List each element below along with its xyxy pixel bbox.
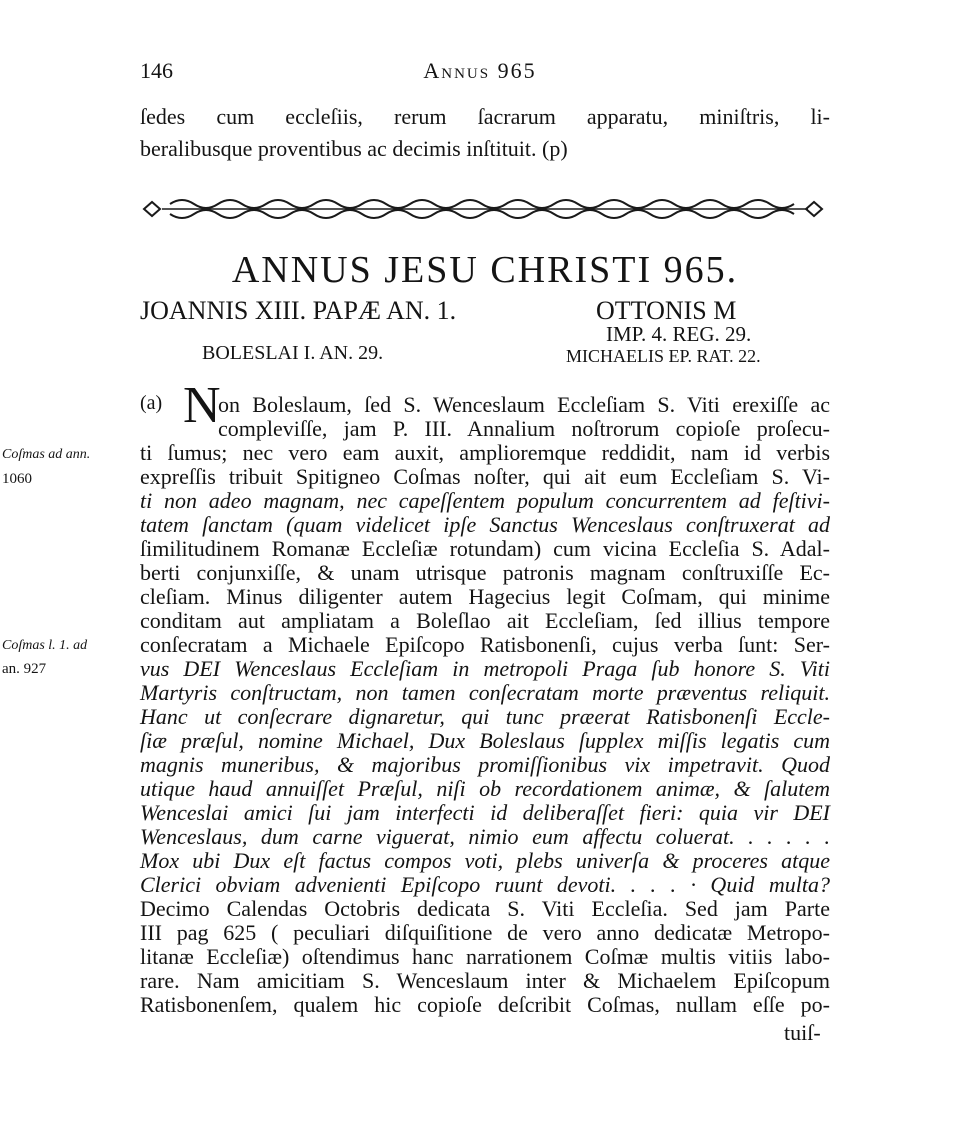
body-line-17: utique haud annuiſſet Præſul, niſi ob recordationem animæ, & ſalutem	[140, 776, 830, 801]
running-title: Annus 965	[423, 58, 537, 83]
body-line-7: ſimilitudinem Romanæ Eccleſiæ rotundam) cum vicina Eccleſia S. Adal-	[140, 536, 830, 561]
body-line-20: Mox ubi Dux eſt factus compos voti, plebs univerſa & proceres atque	[140, 848, 830, 873]
body-line-13: Martyris conſtructam, non tamen conſecratam morte præventus reliquit.	[140, 680, 830, 705]
margin-note-1: Coſmas ad ann.	[2, 447, 91, 462]
body-line-23: III pag 625 ( peculiari diſquiſitione de vero anno dedicatæ Metropo-	[140, 920, 830, 945]
duke-year: BOLESLAI I. AN. 29.	[202, 342, 384, 364]
margin-note-1-number: 1060	[2, 471, 32, 487]
body-line-25: rare. Nam amicitiam S. Wenceslaum inter & Michaelem Epiſcopum	[140, 968, 830, 993]
catchword: tuiſ-	[784, 1020, 821, 1045]
bishop-year: MICHAELIS EP. RAT. 22.	[566, 346, 761, 366]
body-line-22: Decimo Calendas Octobris dedicata S. Viti Eccleſia. Sed jam Parte	[140, 896, 830, 921]
page-number: 146	[140, 58, 173, 83]
intro-line-2: beralibusque proventibus ac decimis inſtituit. (p)	[140, 136, 568, 161]
running-head	[140, 58, 820, 86]
body-line-10: conditam aut ampliatam a Boleſlao ait Eccleſiam, ſed illius tempore	[140, 608, 830, 633]
decorative-rule-ornament	[140, 192, 830, 226]
body-line-8: berti conjunxiſſe, & unam utrisque patronis magnam conſtruxiſſe Ec-	[140, 560, 830, 585]
body-line-26: Ratisbonenſem, qualem hic copioſe deſcribit Coſmas, nullam eſſe po-	[140, 992, 830, 1017]
footnote-mark: (a)	[140, 392, 163, 414]
year-heading: ANNUS JESU CHRISTI 965.	[231, 249, 739, 291]
margin-note-2: Coſmas l. 1. ad	[2, 638, 88, 653]
body-line-14: Hanc ut conſecrare dignaretur, qui tunc præerat Ratisbonenſi Eccle-	[140, 704, 830, 729]
body-line-1: on Boleslaum, ſed S. Wenceslaum Eccleſiam S. Viti erexiſſe ac	[218, 392, 830, 417]
body-line-18: Wenceslai amici ſui jam interfecti id deliberaſſet fieri: quia vir DEI	[140, 800, 830, 825]
emperor-years: IMP. 4. REG. 29.	[606, 322, 752, 346]
body-line-16: magnis muneribus, & majoribus promiſſionibus vix impetravit. Quod	[140, 752, 830, 777]
body-line-4: expreſſis tribuit Spitigneo Coſmas noſter, qui ait eum Eccleſiam S. Vi-	[140, 464, 830, 489]
body-line-2: compleviſſe, jam P. III. Annalium noſtrorum copioſe proſecu-	[218, 416, 830, 441]
margin-note-2-number: an. 927	[2, 661, 47, 677]
body-line-15: ſiæ præſul, nomine Michael, Dux Boleslaus ſupplex miſſis legatis cum	[140, 728, 830, 753]
body-line-12: vus DEI Wenceslaus Eccleſiam in metropoli Praga ſub honore S. Viti	[140, 656, 830, 681]
drop-cap: N	[183, 377, 221, 434]
intro-line-1: ſedes cum eccleſiis, rerum ſacrarum apparatu, miniſtris, li-	[140, 104, 830, 129]
body-line-21: Clerici obviam advenienti Epiſcopo ruunt devoti. . . . · Quid multa?	[140, 872, 830, 897]
body-line-6: tatem ſanctam (quam videlicet ipſe Sanctus Wenceslaus conſtruxerat ad	[140, 512, 830, 537]
body-line-19: Wenceslaus, dum carne viguerat, nimio eum affectu coluerat. . . . . .	[140, 824, 830, 849]
body-line-3: ti ſumus; nec vero eam auxit, amplioremque reddidit, nam id verbis	[140, 440, 830, 465]
body-line-24: litanæ Eccleſiæ) oſtendimus hanc narrationem Coſmæ multis vitiis labo-	[140, 944, 830, 969]
body-line-5: ti non adeo magnam, nec capeſſentem populum concurrentem ad feſtivi-	[140, 488, 830, 513]
body-line-9: cleſiam. Minus diligenter autem Hagecius legit Coſmam, qui minime	[140, 584, 830, 609]
pope-year: JOANNIS XIII. PAPÆ AN. 1.	[140, 296, 457, 325]
emperor-name: OTTONIS M	[596, 296, 737, 325]
body-line-11: conſecratam a Michaele Epiſcopo Ratisbonenſi, cujus verba ſunt: Ser-	[140, 632, 830, 657]
